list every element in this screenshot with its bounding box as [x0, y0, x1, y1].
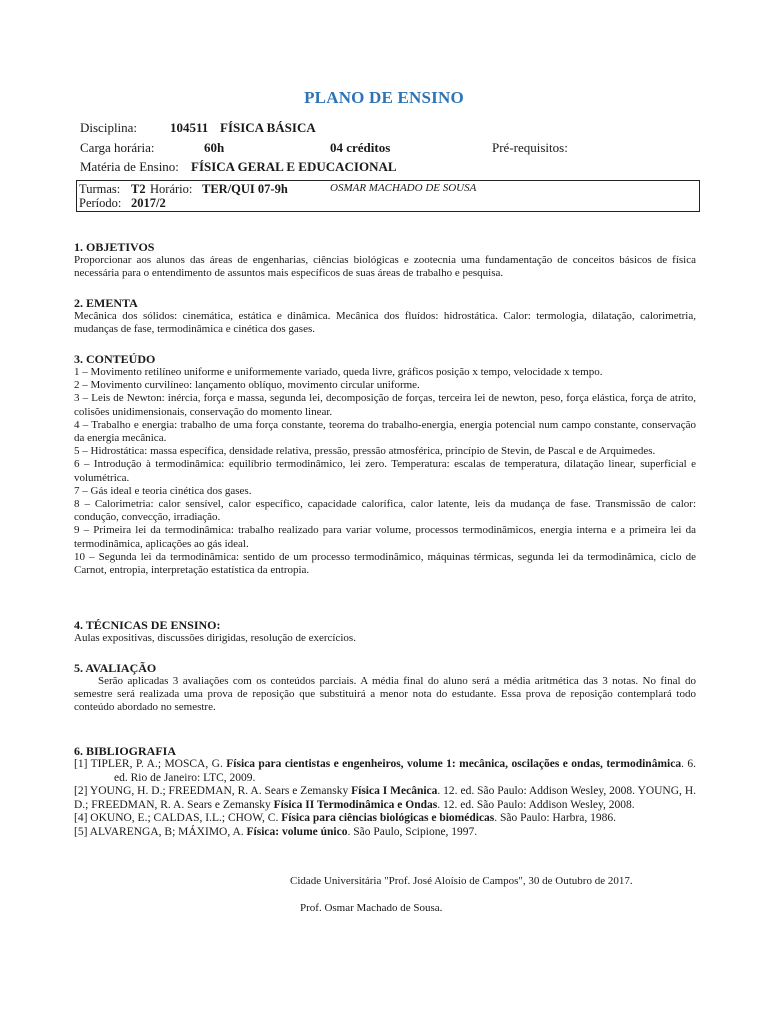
turmas-value: T2 [131, 182, 146, 196]
horario-value: TER/QUI 07-9h [202, 182, 288, 196]
list-item: 5 – Hidrostática: massa específica, densidade relativa, pressão, pressão atmosférica, princípio de Stevin, de Pascal e de Arquimedes. [74, 445, 656, 458]
periodo-label: Período: [79, 196, 122, 210]
section-ementa [74, 296, 696, 336]
list-item: 6 – Introdução à termodinâmica: equilíbrio termodinâmico, lei zero. Temperatura: escalas de temperatura, dilatação linear, superficial e volumétrica. [74, 458, 696, 484]
turma-box [76, 180, 700, 212]
reference-item: [5] ALVARENGA, B; MÁXIMO, A. Física: volume único. São Paulo, Scipione, 1997. [74, 825, 478, 838]
section-text: Aulas expositivas, discussões dirigidas, resolução de exercícios. [74, 632, 356, 644]
section-tecnicas [74, 618, 696, 645]
carga-label: Carga horária: [80, 140, 155, 155]
turmas-label: Turmas: [79, 182, 121, 196]
disciplina-code: 104511 [170, 120, 209, 135]
reference-item: [1] TIPLER, P. A.; MOSCA, G. Física para cientistas e engenheiros, volume 1: mecânica, oscilações e ondas, termodinâmica. 6. ed. Rio de Janeiro: LTC, 2009. [74, 758, 696, 784]
place-date: Cidade Universitária "Prof. José Aloísio de Campos", 30 de Outubro de 2017. [290, 875, 633, 887]
section-heading: 2. EMENTA [74, 296, 138, 310]
document-title: PLANO DE ENSINO [304, 88, 464, 107]
professor-name: OSMAR MACHADO DE SOUSA [330, 182, 477, 194]
list-item: 2 – Movimento curvilíneo: lançamento oblíquo, movimento circular uniforme. [74, 379, 420, 392]
section-conteudo [74, 352, 696, 577]
section-heading: 3. CONTEÚDO [74, 352, 156, 366]
horario-label: Horário: [150, 182, 193, 196]
section-text: Mecânica dos sólidos: cinemática, estática e dinâmica. Mecânica dos fluídos: hidrostática. Calor: termologia, dilatação, calorimetria, mudanças de fase, termodinâmica e cinética dos gases. [74, 310, 696, 336]
list-item: 3 – Leis de Newton: inércia, força e massa, segunda lei, decomposição de forças, terceira lei de newton, peso, força elástica, força de atrito, colisões unidimensionais, conservação do momento linear. [74, 392, 696, 418]
materia-value: FÍSICA GERAL E EDUCACIONAL [191, 159, 397, 174]
section-avaliacao [74, 661, 696, 715]
disciplina-name: FÍSICA BÁSICA [220, 120, 316, 135]
materia-label: Matéria de Ensino: [80, 159, 179, 174]
reference-item: [2] YOUNG, H. D.; FREEDMAN, R. A. Sears e Zemansky Física I Mecânica. 12. ed. São Paulo: Addison Wesley, 2008. YOUNG, H. D.; FREEDMAN, R. A. Sears e Zemansky Física II Termodinâmica e Ondas. 12. ed. São Paulo: Addison Wesley, 2008. [74, 785, 696, 811]
section-heading: 6. BIBLIOGRAFIA [74, 744, 177, 758]
list-item: 7 – Gás ideal e teoria cinética dos gases. [74, 484, 252, 497]
list-item: 4 – Trabalho e energia: trabalho de uma força constante, teorema do trabalho-energia, energia potencial num campo constante, conservação da energia mecânica. [74, 418, 696, 445]
section-heading: 4. TÉCNICAS DE ENSINO: [74, 618, 221, 632]
section-text: Serão aplicadas 3 avaliações com os conteúdos parciais. A média final do aluno será a média aritmética das 3 notas. No final do semestre será realizada uma prova de reposição que substituirá a menor nota do estudante. Essa prova de reposição contemplará todo conteúdo abordado no semestre. [74, 675, 696, 714]
disciplina-label: Disciplina: [80, 120, 138, 135]
reference-item: [4] OKUNO, E.; CALDAS, I.L.; CHOW, C. Física para ciências biológicas e biomédicas. São Paulo: Harbra, 1986. [74, 812, 616, 825]
section-heading: 5. AVALIAÇÃO [74, 661, 157, 675]
section-heading: 1. OBJETIVOS [74, 240, 155, 254]
signature: Prof. Osmar Machado de Sousa. [300, 902, 443, 914]
section-bibliografia [74, 744, 696, 840]
section-objetivos [74, 240, 696, 280]
list-item: 9 – Primeira lei da termodinâmica: trabalho realizado para variar volume, processos termodinâmicos, energia interna e a primeira lei da termodinâmica, aplicações ao gás ideal. [74, 524, 696, 550]
carga-value: 60h [204, 140, 225, 155]
list-item: 1 – Movimento retilíneo uniforme e uniformemente variado, queda livre, gráficos posição x tempo, velocidade x tempo. [74, 366, 603, 378]
section-text: Proporcionar aos alunos das áreas de engenharias, ciências biológicas e zootecnia uma fundamentação de conceitos básicos de física necessária para o entendimento de assuntos mais específicos de suas áreas de trabalho e pesquisa. [74, 254, 696, 280]
list-item: 10 – Segunda lei da termodinâmica: sentido de um processo termodinâmico, máquinas térmicas, segunda lei da termodinâmica, ciclo de Carnot, entropia, interpretação estatística da entropia. [74, 550, 696, 577]
prereq-label: Pré-requisitos: [492, 140, 568, 155]
periodo-value: 2017/2 [131, 196, 166, 210]
creditos-value: 04 créditos [330, 140, 391, 155]
list-item: 8 – Calorimetria: calor sensível, calor específico, capacidade calorífica, calor latente, leis da mudança de fase. Transmissão de calor: condução, convecção, irradiação. [74, 498, 696, 524]
